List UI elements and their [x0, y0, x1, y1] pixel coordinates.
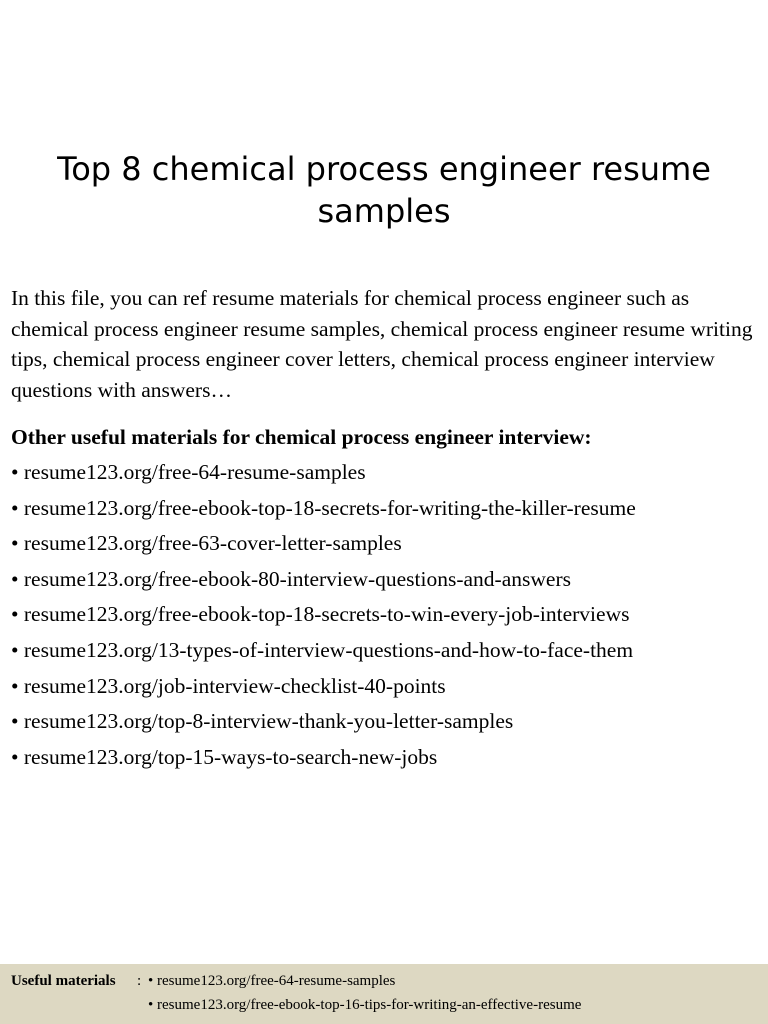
intro-paragraph: In this file, you can ref resume materials for chemical process engineer such as chemical process engineer resume samples, chemical process engineer resume writing tips, chemical process engineer cover letters, chemical process engineer interview questions with answers…: [11, 286, 753, 402]
material-link[interactable]: • resume123.org/top-15-ways-to-search-new-jobs: [11, 744, 438, 769]
material-link[interactable]: • resume123.org/13-types-of-interview-questions-and-how-to-face-them: [11, 637, 634, 662]
footer-link[interactable]: • resume123.org/free-ebook-top-16-tips-for-writing-an-effective-resume: [148, 997, 582, 1013]
material-link[interactable]: • resume123.org/free-ebook-top-18-secrets-to-win-every-job-interviews: [11, 602, 630, 627]
materials-heading: Other useful materials for chemical process engineer interview:: [11, 425, 592, 449]
material-link[interactable]: • resume123.org/job-interview-checklist-40-points: [11, 673, 446, 698]
material-link[interactable]: • resume123.org/free-64-resume-samples: [11, 460, 366, 484]
footer-bar: [0, 964, 768, 1024]
footer-link[interactable]: • resume123.org/free-64-resume-samples: [148, 973, 396, 989]
material-link[interactable]: • resume123.org/free-ebook-80-interview-questions-and-answers: [11, 566, 571, 591]
material-link[interactable]: • resume123.org/free-63-cover-letter-samples: [11, 531, 402, 556]
material-link[interactable]: • resume123.org/free-ebook-top-18-secrets-for-writing-the-killer-resume: [11, 495, 636, 520]
footer-label: Useful materials: [11, 973, 116, 989]
page-title: Top 8 chemical process engineer resume samples: [57, 150, 711, 230]
material-link[interactable]: • resume123.org/top-8-interview-thank-you-letter-samples: [11, 709, 514, 734]
materials-link-list: [11, 456, 768, 776]
footer-colon: :: [137, 973, 142, 989]
